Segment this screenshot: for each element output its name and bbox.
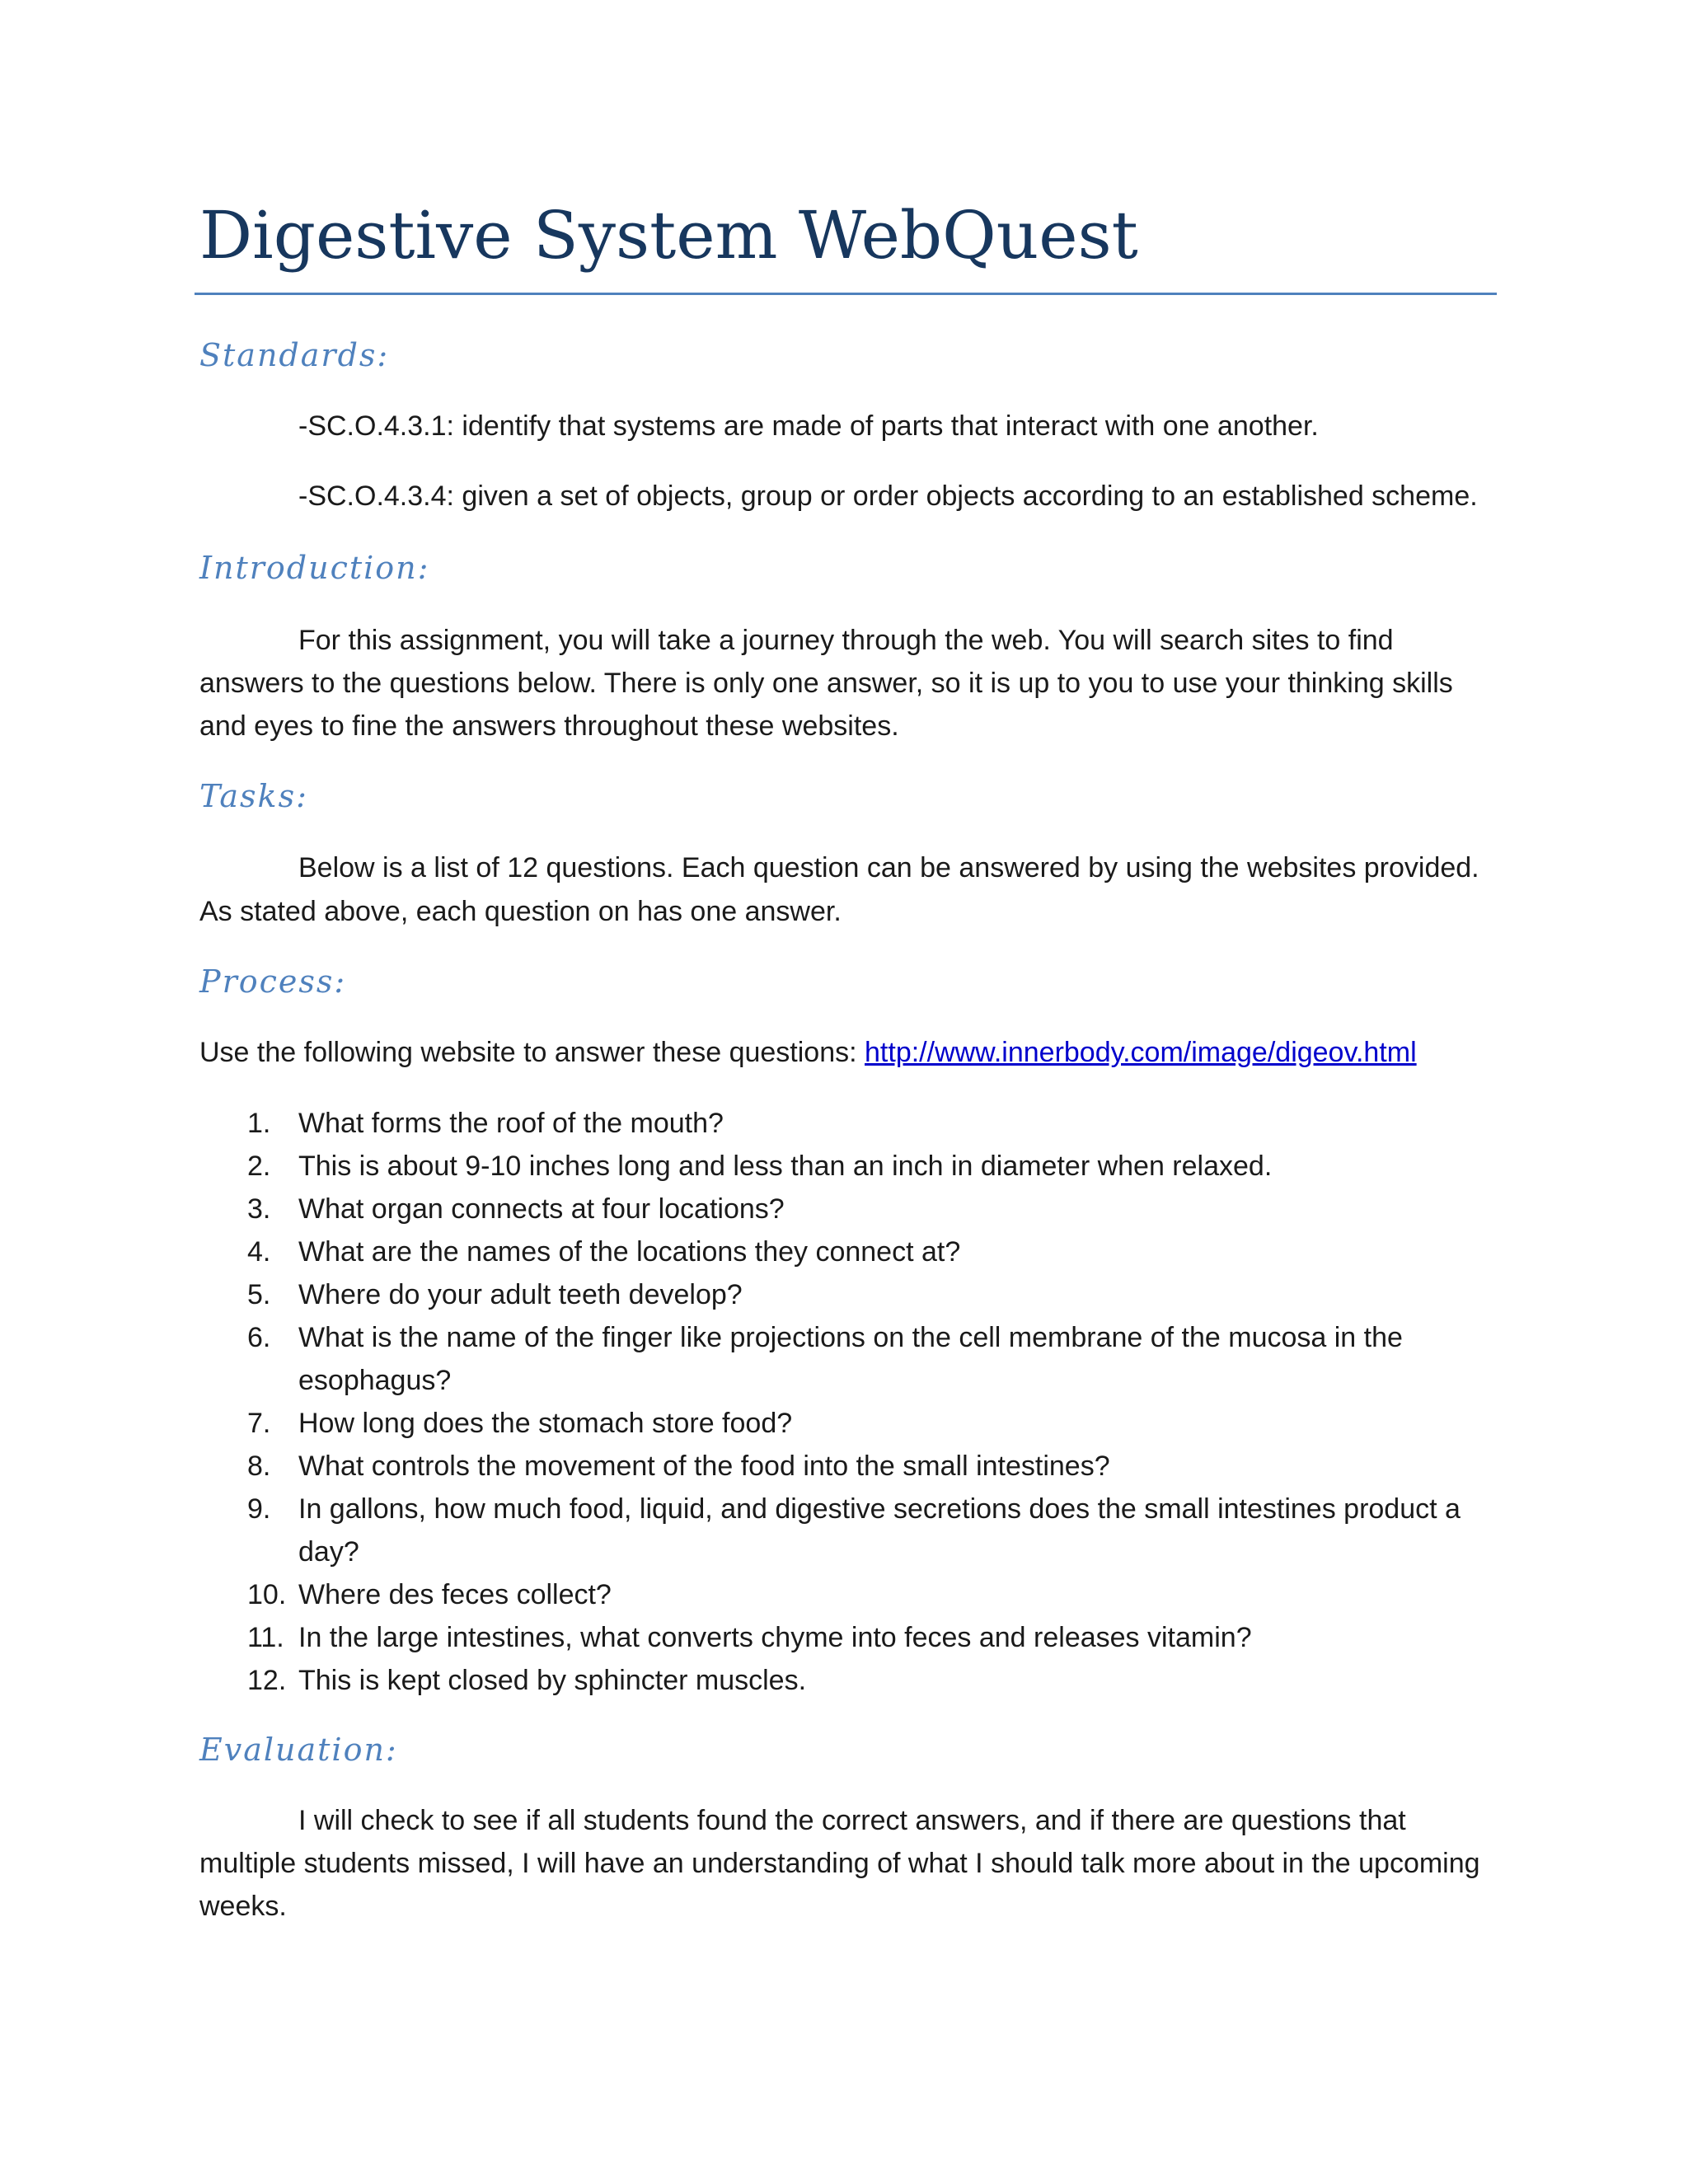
question-text: How long does the stomach store food? [298,1408,793,1439]
tasks-line: Below is a list of 12 questions. Each question can be answered by using the websites provided. [298,852,1479,883]
process-intro [199,1038,1417,1066]
introduction-line: For this assignment, you will take a journey through the web. You will search sites to find [298,625,1394,656]
introduction-heading: Introduction: [199,550,430,586]
question-number: 8. [247,1451,271,1482]
question-text: What organ connects at four locations? [298,1193,785,1225]
question-number: 5. [247,1279,271,1310]
innerbody-link[interactable]: http://www.innerbody.com/image/digeov.html [865,1037,1417,1068]
question-text: What forms the roof of the mouth? [298,1108,724,1139]
question-text: Where do your adult teeth develop? [298,1279,743,1310]
introduction-line: answers to the questions below. There is only one answer, so it is up to you to use your thinking skills [199,668,1453,699]
evaluation-line: multiple students missed, I will have an understanding of what I should talk more about in the upcoming [199,1848,1480,1879]
tasks-heading: Tasks: [199,778,308,814]
evaluation-line: I will check to see if all students found the correct answers, and if there are questions that [298,1805,1406,1836]
question-number: 4. [247,1236,271,1268]
tasks-line: As stated above, each question on has one answer. [199,896,842,927]
question-text: Where des feces collect? [298,1579,612,1610]
question-number: 10. [247,1579,287,1610]
question-text: This is about 9-10 inches long and less than an inch in diameter when relaxed. [298,1151,1273,1182]
question-number: 2. [247,1151,271,1182]
question-number: 12. [247,1665,287,1696]
question-number: 11. [247,1622,284,1653]
question-number: 7. [247,1408,271,1439]
page-title: Digestive System WebQuest [199,197,1138,274]
question-text: This is kept closed by sphincter muscles. [298,1665,807,1696]
question-text: What is the name of the finger like projections on the cell membrane of the mucosa in the [298,1322,1403,1353]
evaluation-heading: Evaluation: [199,1732,398,1768]
question-text: What are the names of the locations they connect at? [298,1236,961,1268]
question-text-continued: day? [298,1536,359,1568]
process-intro-text: Use the following website to answer these questions: [199,1037,865,1068]
standards-heading: Standards: [199,337,390,373]
question-number: 9. [247,1493,271,1525]
question-number: 6. [247,1322,271,1353]
title-underline [195,293,1497,295]
introduction-line: and eyes to fine the answers throughout these websites. [199,710,899,742]
standard-item: -SC.O.4.3.4: given a set of objects, group or order objects according to an established scheme. [298,480,1478,512]
question-text-continued: esophagus? [298,1365,452,1396]
question-text: In the large intestines, what converts chyme into feces and releases vitamin? [298,1622,1252,1653]
question-number: 1. [247,1108,271,1139]
process-heading: Process: [199,963,347,1000]
question-number: 3. [247,1193,271,1225]
evaluation-line: weeks. [199,1891,287,1922]
question-text: What controls the movement of the food into the small intestines? [298,1451,1110,1482]
question-text: In gallons, how much food, liquid, and digestive secretions does the small intestines product a [298,1493,1461,1525]
standard-item: -SC.O.4.3.1: identify that systems are made of parts that interact with one another. [298,410,1319,442]
